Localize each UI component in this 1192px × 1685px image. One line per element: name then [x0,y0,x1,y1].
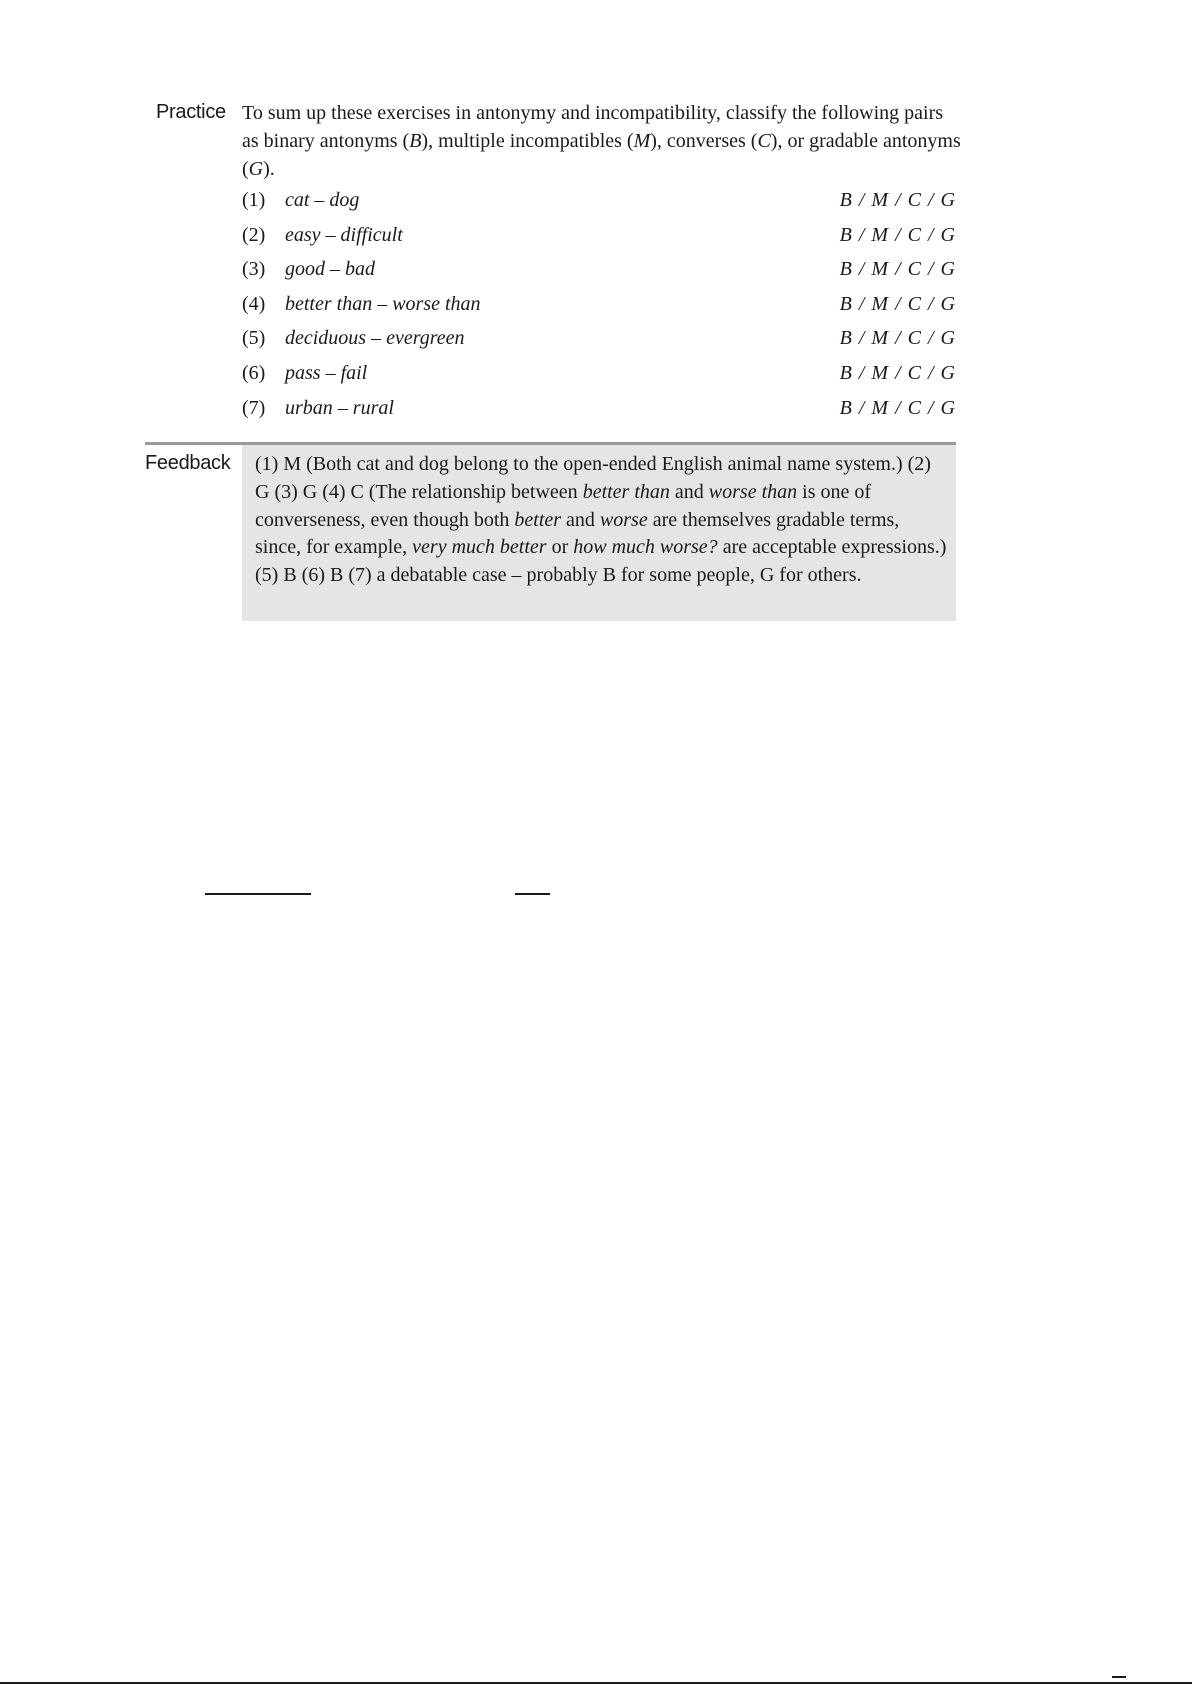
answer-choices: B / M / C / G [839,361,956,384]
item-number: (3) [242,258,266,281]
feedback-text [255,451,947,590]
feedback-label: Feedback [145,452,231,474]
answer-choices: B / M / C / G [839,258,956,281]
practice-item [242,290,956,325]
practice-item [242,221,956,256]
text-run: (1) M (Both cat and dog belong to the open-ended English animal name system.) (2) G (3) G (4) C (The relationship between [255,453,931,503]
italic-term: C [757,130,771,152]
italic-term: M [633,130,651,152]
page-edge-mark [1112,1676,1126,1678]
answer-choices: B / M / C / G [839,327,956,350]
italic-term: worse [599,508,648,531]
blank-underline [515,893,550,895]
text-run: is one of converseness, even though both [255,480,872,531]
text-run: ), multiple incompatibles ( [421,130,634,152]
blank-underline [205,893,311,895]
italic-term: worse than [708,480,798,503]
practice-item-list [242,186,956,428]
answer-choices: B / M / C / G [839,189,956,211]
italic-term: G [248,158,264,180]
practice-label: Practice [156,101,226,123]
text-run: and [669,480,709,503]
item-number: (1) [242,189,266,211]
word-pair: good – bad [285,258,375,281]
text-run: To sum up these exercises in antonymy and incompatibility, classify the following pairs as binary antonyms ( [242,102,944,152]
page-bottom-rule [0,1682,1192,1684]
text-run: are acceptable expressions.) (5) B (6) B (7) a debatable case – probably B for some people, G for others. [255,536,947,587]
word-pair: deciduous – evergreen [285,327,465,350]
answer-choices: B / M / C / G [839,292,956,315]
practice-item [242,394,956,429]
text-run: ), or gradable antonyms ( [242,130,961,180]
item-number: (2) [242,223,266,246]
word-pair: easy – difficult [285,223,403,246]
practice-instructions [242,99,962,183]
text-run: and [561,508,600,531]
text-run: or [546,536,574,559]
word-pair: better than – worse than [285,292,481,315]
word-pair: urban – rural [285,396,394,419]
item-number: (7) [242,396,266,419]
italic-term: better [514,508,562,531]
italic-term: better than [582,480,670,503]
practice-item [242,186,956,221]
text-run: ). [263,158,275,180]
italic-term: how much worse? [573,536,718,559]
practice-item [242,255,956,290]
item-number: (6) [242,361,266,384]
answer-choices: B / M / C / G [839,396,956,419]
item-number: (4) [242,292,266,315]
answer-choices: B / M / C / G [839,223,956,246]
italic-term: very much better [412,536,547,559]
text-run: ), converses ( [650,130,758,152]
practice-item [242,359,956,394]
text-run: are themselves gradable terms, since, for example, [255,508,900,559]
italic-term: B [409,130,422,152]
feedback-box [242,445,956,621]
word-pair: cat – dog [285,189,360,211]
practice-item [242,324,956,359]
word-pair: pass – fail [285,361,368,384]
item-number: (5) [242,327,266,350]
